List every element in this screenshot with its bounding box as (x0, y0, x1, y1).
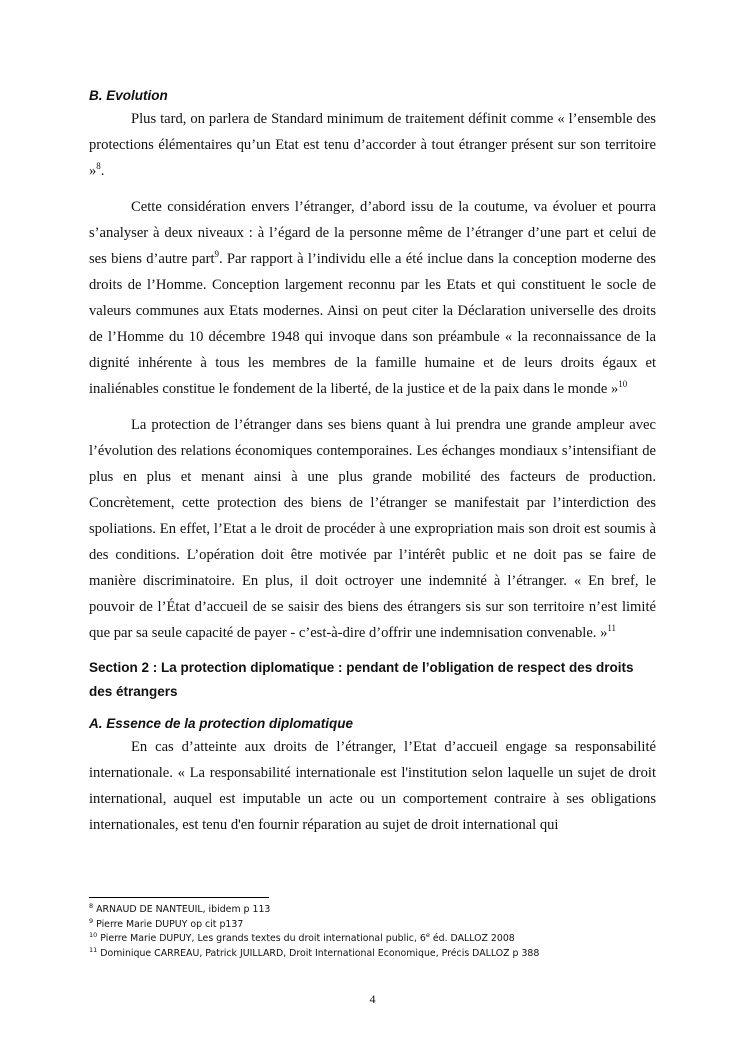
footnote-text-tail: éd. DALLOZ 2008 (429, 933, 515, 944)
paragraph-2 (89, 194, 656, 402)
paragraph-3 (89, 412, 656, 646)
paragraph-4: En cas d’atteinte aux droits de l’étranger, l’Etat d’accueil engage sa responsabilité internationale. « La responsabilité internationale est l'institution selon laquelle un sujet de droit international, auquel est imputable un acte ou un comportement contraire à ses obligations internationales, est tenu d'en fournir réparation au sujet de droit international qui (89, 739, 656, 833)
footnote-11 (89, 947, 689, 962)
paragraph-2-text-a: Cette considération envers l’étranger, d’abord issu de la coutume, va évoluer et pourra s’analyser à deux niveaux : à l’égard de la personne même de l’étranger d’une part et celui de ses biens d’autre part (89, 199, 656, 267)
page-number: 4 (369, 992, 376, 1006)
footnote-ref-11: 11 (607, 623, 617, 634)
footnote-10 (89, 932, 689, 947)
footnote-number: 9 (89, 916, 94, 925)
paragraph-1-tail: . (100, 163, 105, 179)
footnote-text: Dominique CARREAU, Patrick JUILLARD, Droit International Economique, Précis DALLOZ p 388 (100, 947, 540, 959)
footnote-9 (89, 918, 689, 933)
footnote-text: Pierre Marie DUPUY op cit p137 (96, 918, 244, 930)
footnote-8 (89, 903, 689, 918)
page-body (89, 86, 656, 838)
footnote-number: 11 (89, 945, 98, 954)
paragraph-1 (89, 106, 656, 184)
heading-a-essence: A. Essence de la protection diplomatique (89, 716, 354, 731)
footnote-separator (89, 897, 269, 898)
footnote-ref-10: 10 (618, 379, 628, 390)
footnote-text: Pierre Marie DUPUY, Les grands textes du droit international public, 6 (100, 933, 426, 944)
footnote-superscript: e (425, 930, 430, 939)
heading-b-evolution: B. Evolution (89, 88, 168, 103)
paragraph-2-text-b: . Par rapport à l’individu elle a été inclue dans la conception moderne des droits de l’Homme. Conception largement reconnu par les Etats et qui constituent le socle de valeurs communes aux Etats modernes. Ainsi on peut citer la Déclaration universelle des droits de l’Homme du 10 décembre 1948 qui invoque dans son préambule « la reconnaissance de la dignité inhérente à tous les membres de la famille humaine et de leurs droits égaux et inaliénables constitue le fondement de la liberté, de la justice et de la paix dans le monde » (89, 251, 656, 397)
section-2-heading: Section 2 : La protection diplomatique : pendant de l’obligation de respect des droits des étrangers (89, 660, 634, 699)
paragraph-3-text: La protection de l’étranger dans ses biens quant à lui prendra une grande ampleur avec l’évolution des relations économiques contemporaines. Les échanges mondiaux s’intensifiant de plus en plus et menant ainsi à une plus grande mobilité des facteurs de production. Concrètement, cette protection des biens de l’étranger se manifestait par l’interdiction des spoliations. En effet, l’Etat a le droit de procéder à une expropriation mais son droit est soumis à des conditions. L’opération doit être motivée par l’intérêt public et ne doit pas se faire de manière discriminatoire. En plus, il doit octroyer une indemnité à l’étranger. « En bref, le pouvoir de l’État d’accueil de se saisir des biens des étrangers sis sur son territoire n’est limité que par sa seule capacité de payer - c’est-à-dire d’offrir une indemnisation convenable. » (89, 417, 656, 641)
footnote-text: ARNAUD DE NANTEUIL, ibidem p 113 (96, 904, 271, 915)
footnotes (89, 903, 689, 961)
footnote-number: 10 (89, 930, 98, 939)
footnote-ref-9: 9 (214, 249, 219, 260)
footnote-ref-8: 8 (96, 161, 101, 172)
paragraph-1-text: Plus tard, on parlera de Standard minimum de traitement définit comme « l’ensemble des protections élémentaires qu’un Etat est tenu d’accorder à tout étranger présent sur son territoire » (89, 111, 656, 179)
footnote-number: 8 (89, 901, 94, 910)
